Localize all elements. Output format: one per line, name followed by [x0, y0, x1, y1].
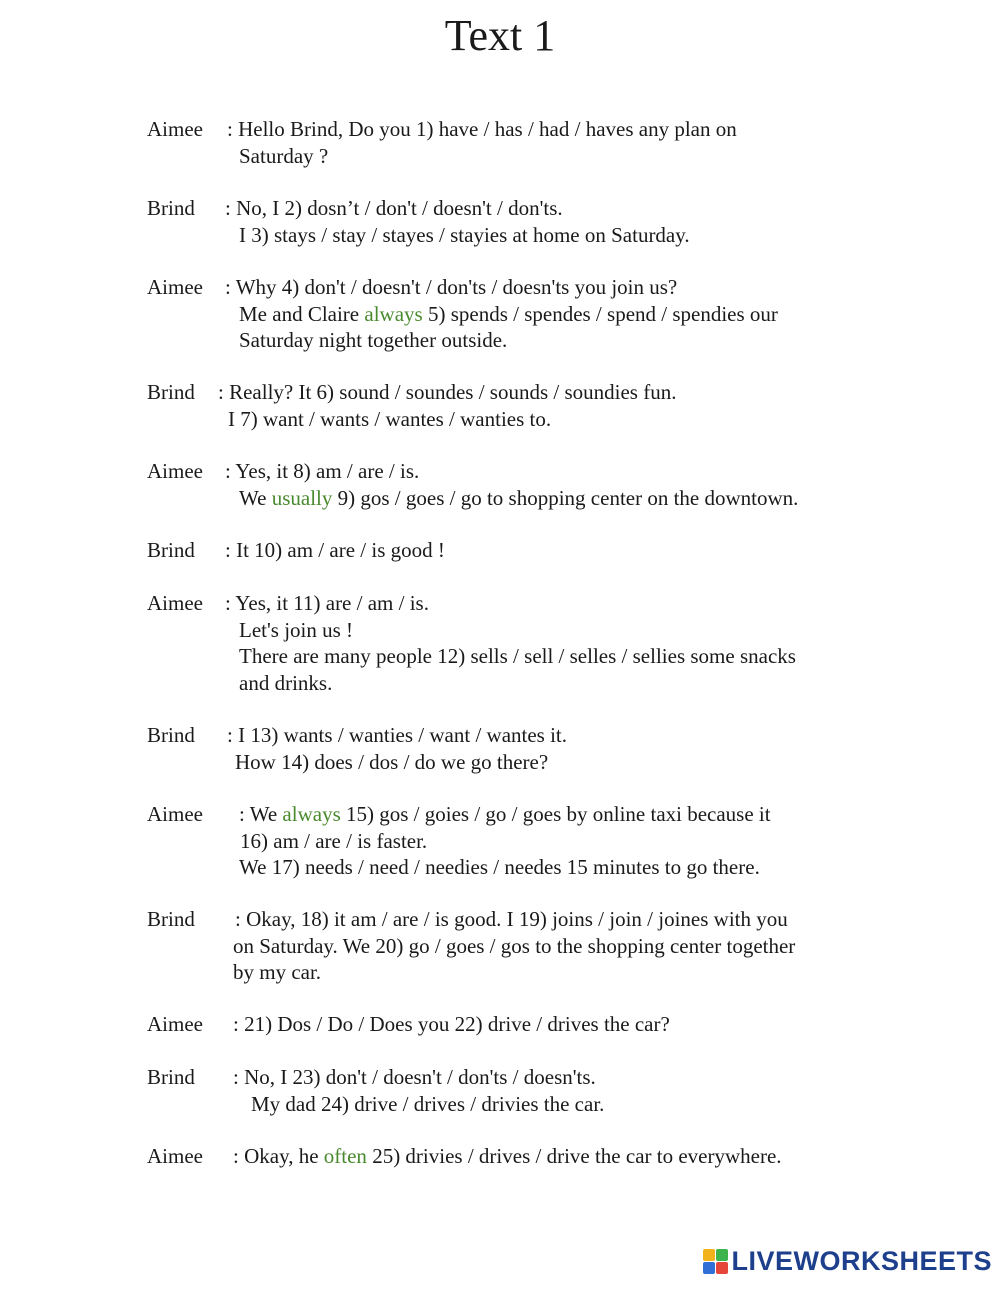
line-text: Saturday night together outside. [239, 328, 508, 352]
dialogue-line [239, 301, 778, 328]
line-text: I 3) stays / stay / stayes / stayies at home on Saturday. [239, 222, 690, 247]
speaker-name: Brind [147, 723, 195, 747]
line-text: I 7) want / wants / wantes / wanties to. [228, 406, 552, 431]
line-text: How 14) does / dos / do we go there? [235, 749, 549, 774]
adverb-highlight: often [323, 1144, 367, 1168]
line-text: 15) gos / goies / go / goes by online taxi because it [340, 802, 771, 826]
adverb-highlight: always [364, 301, 423, 326]
line-text: by my car. [233, 960, 322, 984]
dialogue-line [239, 222, 690, 249]
line-text: 5) spends / spendes / spend / spendies our [422, 301, 778, 326]
dialogue-line [233, 959, 321, 986]
line-text: 25) drivies / drives / drive the car to everywhere. [366, 1144, 782, 1168]
speaker-name: Aimee [147, 459, 203, 483]
line-text: : Really? It 6) sound / soundes / sounds / soundies fun. [218, 380, 677, 404]
dialogue-line [225, 195, 563, 222]
dialogue-line [225, 458, 419, 485]
dialogue-line [235, 906, 788, 933]
line-text: Let's join us ! [239, 617, 354, 642]
logo-text: LIVEWORKSHEETS [731, 1245, 992, 1276]
dialogue-line [228, 406, 551, 433]
dialogue-line [233, 1143, 782, 1170]
speaker-name: Aimee [147, 591, 203, 615]
speaker-name: Brind [147, 1065, 195, 1089]
line-text: : I 13) wants / wanties / want / wantes it. [227, 723, 568, 747]
dialogue-line [251, 1091, 604, 1118]
line-text: We [239, 485, 272, 510]
line-text: 9) gos / goes / go to shopping center on the downtown. [332, 485, 799, 510]
dialogue-line [239, 643, 796, 670]
dialogue-line [239, 854, 760, 881]
line-text: : It 10) am / are / is good ! [225, 538, 445, 562]
dialogue-line [218, 379, 676, 406]
line-text: There are many people 12) sells / sell / selles / sellies some snacks [239, 644, 796, 668]
line-text: and drinks. [239, 670, 333, 695]
line-text: Me and Claire [239, 301, 365, 326]
line-text: : We [239, 802, 283, 826]
line-text: : Yes, it 11) are / am / is. [225, 591, 429, 615]
speaker-name: Aimee [147, 275, 203, 299]
speaker-name: Aimee [147, 1144, 203, 1168]
dialogue-line [235, 749, 548, 776]
liveworksheets-logo [703, 1247, 992, 1275]
line-text: We 17) needs / need / needies / needes 15 minutes to go there. [239, 855, 760, 879]
speaker-name: Brind [147, 196, 195, 220]
speaker-name: Aimee [147, 117, 203, 141]
line-text: on Saturday. We 20) go / goes / gos to the shopping center together [233, 933, 796, 958]
line-text: : No, I 2) dosn’t / don't / doesn't / don'ts. [225, 196, 563, 220]
line-text: : No, I 23) don't / doesn't / don'ts / doesn'ts. [233, 1065, 596, 1089]
line-text: My dad 24) drive / drives / drivies the car. [251, 1091, 605, 1116]
dialogue-line [239, 143, 328, 170]
speaker-name: Brind [147, 538, 195, 562]
speaker-name: Brind [147, 907, 195, 931]
line-text: Saturday ? [239, 143, 329, 168]
line-text: : Why 4) don't / doesn't / don'ts / doesn'ts you join us? [225, 275, 678, 299]
dialogue-line [233, 933, 795, 960]
line-text: : Yes, it 8) am / are / is. [225, 459, 420, 483]
speaker-name: Aimee [147, 1012, 203, 1036]
dialogue-line [233, 1064, 596, 1091]
dialogue-line [233, 1011, 670, 1038]
speaker-name: Aimee [147, 802, 203, 826]
logo-icon [703, 1249, 727, 1273]
page-title: Text 1 [444, 11, 556, 60]
dialogue-line [225, 274, 677, 301]
line-text: : Okay, he [233, 1144, 324, 1168]
dialogue-line [239, 801, 771, 828]
dialogue-line [227, 116, 737, 143]
line-text: 16) am / are / is faster. [240, 828, 428, 853]
dialogue-line [225, 590, 429, 617]
line-text: : Okay, 18) it am / are / is good. I 19) joins / join / joines with you [235, 907, 788, 931]
dialogue-line [239, 670, 332, 697]
dialogue-line [239, 617, 353, 644]
dialogue-line [225, 537, 445, 564]
line-text: : 21) Dos / Do / Does you 22) drive / drives the car? [233, 1012, 670, 1036]
dialogue-line [240, 828, 427, 855]
line-text: : Hello Brind, Do you 1) have / has / had / haves any plan on [227, 117, 737, 141]
adverb-highlight: usually [271, 485, 333, 510]
dialogue-line [239, 327, 507, 354]
speaker-name: Brind [147, 380, 195, 404]
adverb-highlight: always [282, 802, 341, 826]
dialogue-line [227, 722, 567, 749]
dialogue-line [239, 485, 798, 512]
